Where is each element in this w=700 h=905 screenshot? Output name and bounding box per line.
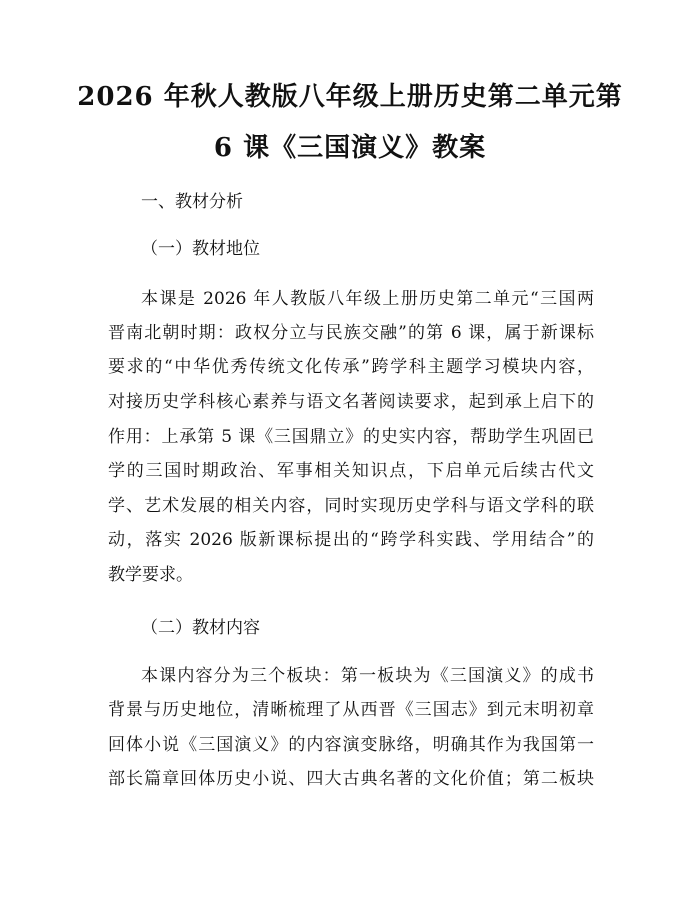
paragraph-line: 动，落实 2026 版新课标提出的“跨学科实践、学用结合”的 <box>108 530 594 550</box>
paragraph-line: 学的三国时期政治、军事相关知识点，下启单元后续古代文 <box>108 461 594 481</box>
paragraph-line: 对接历史学科核心素养与语文名著阅读要求，起到承上启下的 <box>108 392 594 412</box>
paragraph-line: 教学要求。 <box>108 565 193 585</box>
subsection-heading-textbook-content: （二）教材内容 <box>141 618 260 638</box>
paragraph-line: 晋南北朝时期：政权分立与民族交融”的第 6 课，属于新课标 <box>108 323 594 343</box>
document-title-line-2: 6 课《三国演义》教案 <box>213 133 487 163</box>
paragraph-line: 部长篇章回体历史小说、四大古典名著的文化价值；第二板块 <box>108 769 594 789</box>
paragraph-line: 作用：上承第 5 课《三国鼎立》的史实内容，帮助学生巩固已 <box>108 427 594 447</box>
paragraph-line: 学、艺术发展的相关内容，同时实现历史学科与语文学科的联 <box>108 496 594 516</box>
subsection-heading-textbook-status: （一）教材地位 <box>141 239 260 259</box>
document-title-line-1: 2026 年秋人教版八年级上册历史第二单元第 <box>77 82 623 112</box>
paragraph-line: 本课是 2026 年人教版八年级上册历史第二单元“三国两 <box>141 289 594 309</box>
paragraph-line: 回体小说《三国演义》的内容演变脉络，明确其作为我国第一 <box>108 735 594 755</box>
paragraph-line: 要求的“中华优秀传统文化传承”跨学科主题学习模块内容， <box>108 357 594 377</box>
paragraph-line: 本课内容分为三个板块：第一板块为《三国演义》的成书 <box>141 666 594 686</box>
paragraph-line: 背景与历史地位，清晰梳理了从西晋《三国志》到元末明初章 <box>108 700 594 720</box>
section-heading-textbook-analysis: 一、教材分析 <box>141 192 243 212</box>
